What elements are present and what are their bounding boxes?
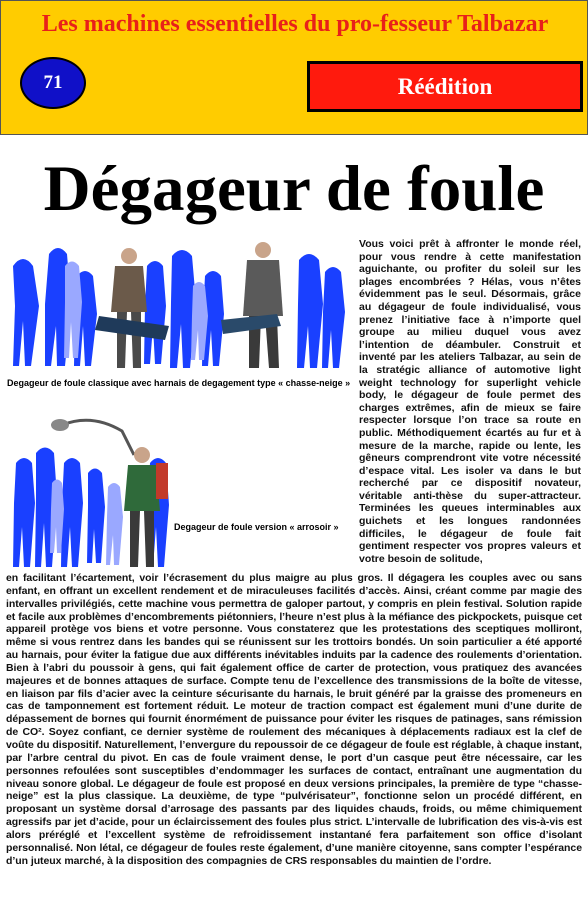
series-title: Les machines essentielles du pro-fesseur Talbazar — [41, 11, 549, 37]
crowd-silhouettes-illustration — [7, 236, 351, 370]
crowd-clearer-classic-photo — [7, 236, 351, 370]
issue-number-badge: 71 — [20, 57, 86, 109]
figure-caption-classic: Degageur de foule classique avec harnais de degagement type « chasse-neige » — [7, 378, 351, 388]
crowd-clearer-sprinkler-photo — [12, 403, 352, 571]
article-title: Dégageur de foule — [43, 153, 545, 225]
figure-caption-sprinkler: Degageur de foule version « arrosoir » — [174, 522, 339, 532]
article-body-text: en facilitant l’écartement, voir l’écrasement du plus maigre au plus gros. Il dégagera les couples avec ou sans enfant, en offrant un excellent rendement et de miraculeuses facilités d’accès. Ainsi, créant comme par magie des intervalles privilégiés, cette machine vous permettra de galoper partout, y compris en plein festival. Solution rapide et facile aux problèmes d’encombrements piétonniers, l’heure n’est plus à la méfiance des pickpockets, puisque cet appareil protège vos biens et votre personne. Vous constaterez que les protestations des sceptiques molliront, même si vous rentrez dans les bandes qui se réunissent sur les trottoirs bondés. Un soin particulier a été apporté au harnais, pour éviter la fatigue due aux différents inévitables induits par la cadence des roulements d’orientation. Bien à l’abri du poussoir à gens, qui fait également office de carter de protection, vous pratiquez des avancées majeures et de bonnes attaques de surface. Compte tenu de l’excellence des transmissions de la boîte de vitesse, en liaison par fils d’acier avec la ceinture sécurisante du harnais, le bruit généré par la graisse des promeneurs en cas de tamponnement est fortement réduit. Le moteur de traction compact est également muni d’une durite de dépassement de bornes qui fournit énormément de puissance pour éviter les risques de patinages, sans rémission de CO². Soyez confiant, ce dernier système de roulement des mécaniques à déplacements radiaux est la clef de voûte du dispositif. Naturellement, l’envergure du repoussoir de ce dégageur de foule est réglable, à chaque instant, par l’arbre central du pivot. En cas de foule vraiment dense, le port d’un casque peut être nécessaire, car les personnes refoulées sont susceptibles d’endommager les surfaces de contact, entraînant une augmentation du niveau sonore global. Le dégageur de foule est proposé en deux versions principales, la première de type “chasse-neige” est la plus classique. La deuxième, de type “pulvérisateur”, fonctionne selon un procédé différent, en proposant un système dorsal d’arrosage des passants par des liquides chauds, froids, ou même chimiquement agressifs par jet d’acide, pour un éclaircissement des foules plus strict. L’intervalle de lubrification des vis-à-vis est alors préréglé et l’excellent système de refroidissement instantané fera parfaitement son office d’isolant personnalisé. Non létal, ce dégageur de foules reste également, d’une manière citoyenne, sans compter l’espérance d’un juteux marché, à la disposition des compagnies de CRS responsables du maintien de l’ordre. — [6, 572, 582, 867]
article-intro-column: Vous voici prêt à affronter le monde réel, pour vous rendre à cette manifestation aguichante, ou profiter du soleil sur les plages encombrées ? Hélas, vous n’êtes évidemment pas le seul. Désormais, grâce au dégageur de foule individualisé, vous prenez l’initiative face à n’importe quel groupe au milieu duquel vous avez l’intention de déambuler. Construit et inventé par les ateliers Talbazar, au sein de la stratégic alliance of automotive light weight technology for superlight vehicle body, le dégageur de foule permet des charges extrêmes, afin de mieux se faire respecter lorsque l’on trace sa route en public. Méthodiquement écartés au fur et à mesure de la marche, rapide ou lente, les gêneurs comprendront vite votre nécessité d’espace vital. Les isoler va dans le but recherché par ce dispositif novateur, véritable anti-thèse du super-attracteur. Terminées les queues interminables aux guichets et les longues randonnées difficiles, le dégageur de foule fait gentiment respecter vos propres valeurs et votre besoin de solitude, — [359, 238, 581, 565]
reedition-banner: Réédition — [307, 61, 583, 112]
header-panel — [0, 0, 588, 135]
sprinkler-crowd-illustration — [12, 403, 352, 571]
